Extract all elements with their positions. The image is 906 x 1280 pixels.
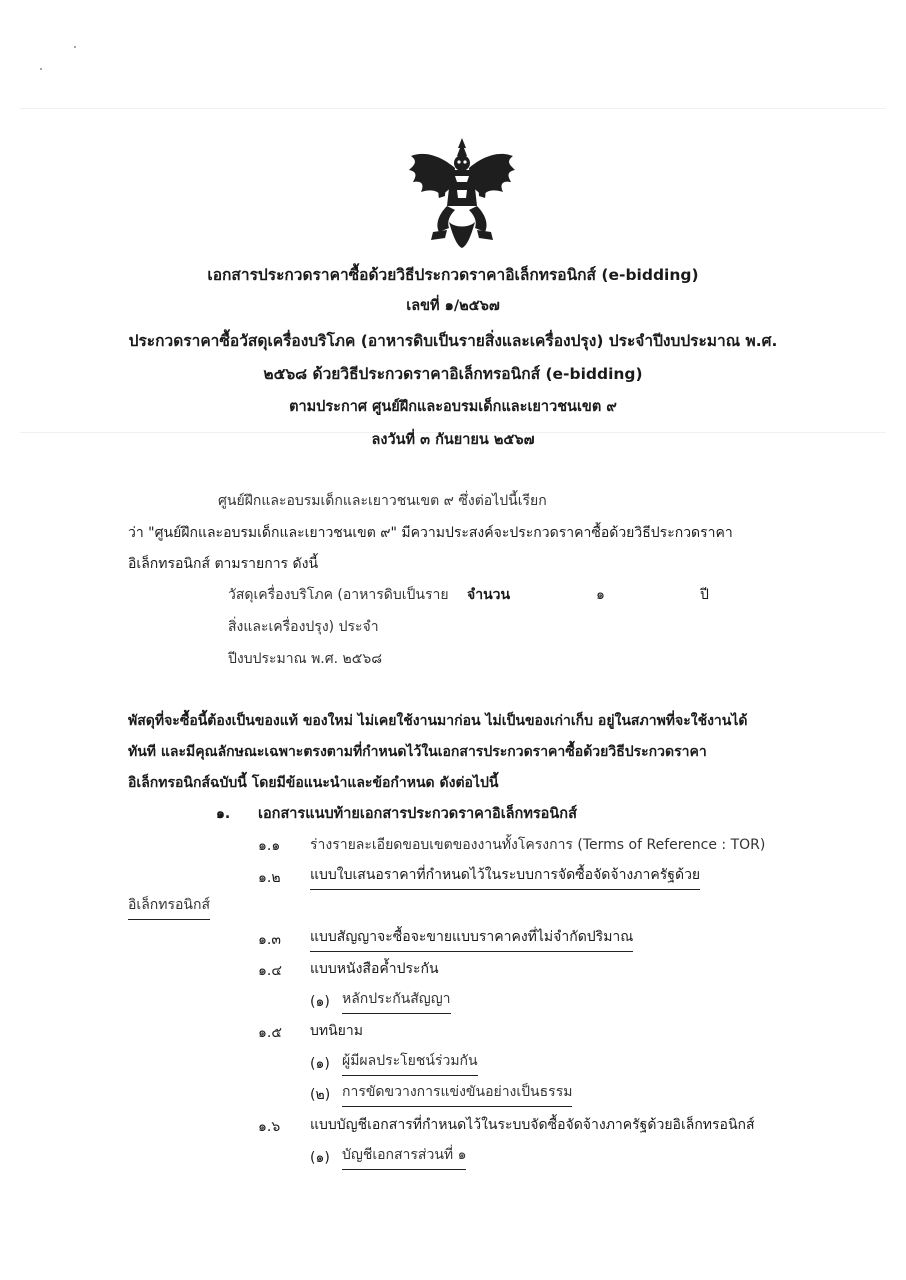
item-1-3-link[interactable]: แบบสัญญาจะซื้อจะขายแบบราคาคงที่ไม่จำกัดปริมาณ	[310, 926, 633, 952]
conditions-line-2: ทันที และมีคุณลักษณะเฉพาะตรงตามที่กำหนดไว้ในเอกสารประกวดราคาซื้อด้วยวิธีประกวดราคา	[128, 744, 707, 760]
item-description-1: วัสดุเครื่องบริโภค (อาหารดิบเป็นราย	[228, 587, 449, 603]
document-title: เอกสารประกวดราคาซื้อด้วยวิธีประกวดราคาอิเล็กทรอนิกส์ (e-bidding)	[207, 266, 699, 284]
item-1-3-number: ๑.๓	[258, 932, 281, 948]
announcement-date: ลงวันที่ ๓ กันยายน ๒๕๖๗	[371, 432, 535, 448]
item-1-5-text: บทนิยาม	[310, 1023, 363, 1039]
announcement-line: ตามประกาศ ศูนย์ฝึกและอบรมเด็กและเยาวชนเขต ๙	[289, 399, 617, 415]
subject-line-1: ประกวดราคาซื้อวัสดุเครื่องบริโภค (อาหารดิบเป็นรายสิ่งและเครื่องปรุง) ประจำปีงบประมาณ พ.ศ.	[128, 332, 778, 350]
item-1-2-continuation[interactable]: อิเล็กทรอนิกส์	[128, 894, 210, 920]
item-1-4-sub-1-link[interactable]: หลักประกันสัญญา	[342, 988, 451, 1014]
item-1-5-sub-1-number: (๑)	[310, 1056, 330, 1072]
item-1-4-text: แบบหนังสือค้ำประกัน	[310, 961, 439, 977]
scan-artifact-line	[20, 108, 886, 109]
section-1-number: ๑.	[216, 806, 231, 822]
item-description-2: สิ่งและเครื่องปรุง) ประจำ	[228, 619, 379, 635]
intro-line-1: ศูนย์ฝึกและอบรมเด็กและเยาวชนเขต ๙ ซึ่งต่อไปนี้เรียก	[218, 493, 547, 509]
item-1-5-sub-2-number: (๒)	[310, 1087, 331, 1103]
section-1-title: เอกสารแนบท้ายเอกสารประกวดราคาอิเล็กทรอนิกส์	[258, 806, 577, 822]
item-1-1-text: ร่างรายละเอียดขอบเขตของงานทั้งโครงการ (Terms of Reference : TOR)	[310, 837, 766, 853]
intro-line-2: ว่า "ศูนย์ฝึกและอบรมเด็กและเยาวชนเขต ๙" มีความประสงค์จะประกวดราคาซื้อด้วยวิธีประกวดราคา	[128, 525, 733, 541]
conditions-line-1: พัสดุที่จะซื้อนี้ต้องเป็นของแท้ ของใหม่ ไม่เคยใช้งานมาก่อน ไม่เป็นของเก่าเก็บ อยู่ในสภาพที่จะใช้งานได้	[128, 713, 748, 729]
item-1-6-sub-1-number: (๑)	[310, 1150, 330, 1166]
document-number: เลขที่ ๑/๒๕๖๗	[406, 298, 500, 314]
item-1-4-number: ๑.๔	[258, 963, 282, 979]
item-1-6-sub-1-link[interactable]: บัญชีเอกสารส่วนที่ ๑	[342, 1144, 466, 1170]
item-1-6-number: ๑.๖	[258, 1119, 281, 1135]
item-unit: ปี	[700, 587, 709, 603]
item-quantity-value: ๑	[596, 587, 605, 603]
item-1-6-text: แบบบัญชีเอกสารที่กำหนดไว้ในระบบจัดซื้อจัดจ้างภาครัฐด้วยอิเล็กทรอนิกส์	[310, 1117, 755, 1133]
item-1-4-sub-1-number: (๑)	[310, 994, 330, 1010]
item-1-2-link[interactable]: แบบใบเสนอราคาที่กำหนดไว้ในระบบการจัดซื้อจัดจ้างภาครัฐด้วย	[310, 864, 700, 890]
item-1-5-sub-2-link[interactable]: การขัดขวางการแข่งขันอย่างเป็นธรรม	[342, 1081, 572, 1107]
item-1-1-number: ๑.๑	[258, 838, 281, 854]
item-1-2-number: ๑.๒	[258, 870, 281, 886]
subject-line-2: ๒๕๖๘ ด้วยวิธีประกวดราคาอิเล็กทรอนิกส์ (e-bidding)	[263, 365, 643, 383]
item-quantity-label: จำนวน	[467, 587, 511, 603]
intro-line-3: อิเล็กทรอนิกส์ ตามรายการ ดังนี้	[128, 556, 319, 572]
scan-speck	[74, 46, 76, 48]
item-1-5-sub-1-link[interactable]: ผู้มีผลประโยชน์ร่วมกัน	[342, 1050, 478, 1076]
item-1-5-number: ๑.๕	[258, 1025, 282, 1041]
scan-speck	[40, 68, 42, 70]
conditions-line-3: อิเล็กทรอนิกส์ฉบับนี้ โดยมีข้อแนะนำและข้อกำหนด ดังต่อไปนี้	[128, 775, 499, 791]
garuda-emblem	[405, 136, 519, 250]
item-description-3: ปีงบประมาณ พ.ศ. ๒๕๖๘	[228, 651, 383, 667]
